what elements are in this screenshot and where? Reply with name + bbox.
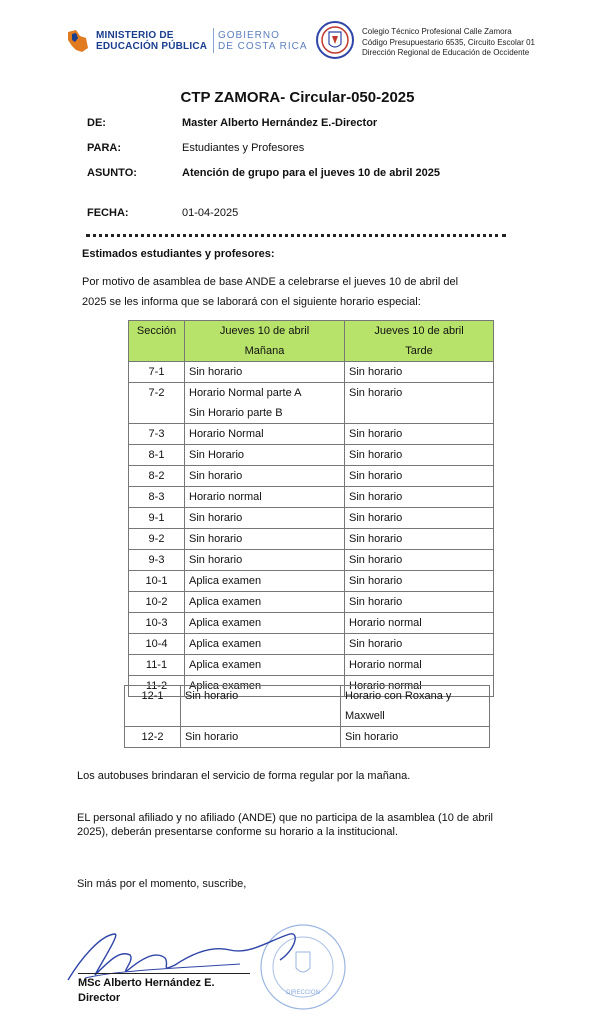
table-row: [129, 613, 494, 634]
morning-cell: Sin horario: [181, 727, 341, 748]
afternoon-cell: Sin horario: [345, 571, 494, 592]
morning-cell: Horario Normal: [185, 424, 345, 445]
afternoon-cell: Sin horario: [345, 550, 494, 571]
to-value: Estudiantes y Profesores: [182, 142, 305, 154]
afternoon-cell: Horario normal: [345, 613, 494, 634]
morning-cell: Sin horario: [185, 550, 345, 571]
afternoon-cell: Horario normal: [345, 676, 494, 697]
bus-notice: Los autobuses brindaran el servicio de forma regular por la mañana.: [77, 770, 411, 782]
morning-cell: Sin Horario: [185, 445, 345, 466]
stamp-text: DIRECCIÓN: [286, 990, 320, 996]
table-row: [129, 655, 494, 676]
afternoon-cell: Sin horario: [345, 592, 494, 613]
ministry-name: MINISTERIO DE EDUCACIÓN PÚBLICA: [96, 30, 208, 52]
table-row: [129, 592, 494, 613]
table-row: [129, 466, 494, 487]
section-cell: 9-1: [129, 508, 185, 529]
closing-line: Sin más por el momento, suscribe,: [77, 878, 247, 890]
subject-value: Atención de grupo para el jueves 10 de abril 2025: [182, 167, 440, 179]
morning-cell: Sin horario: [185, 466, 345, 487]
table-row: [129, 424, 494, 445]
section-cell: 11-1: [129, 655, 185, 676]
government-name: GOBIERNO DE COSTA RICA: [218, 30, 308, 52]
section-cell: 7-2: [129, 383, 185, 424]
morning-cell: Aplica examen: [185, 571, 345, 592]
table-header-row: [129, 321, 494, 362]
afternoon-cell: Sin horario: [345, 445, 494, 466]
afternoon-cell: Sin horario: [345, 634, 494, 655]
section-cell: 12-1: [125, 686, 181, 727]
morning-cell: Horario normal: [185, 487, 345, 508]
afternoon-cell: Sin horario: [345, 424, 494, 445]
section-cell: 7-1: [129, 362, 185, 383]
table-row: [129, 362, 494, 383]
table-row: [129, 550, 494, 571]
afternoon-cell: Sin horario: [345, 466, 494, 487]
from-value: Master Alberto Hernández E.-Director: [182, 117, 378, 129]
section-cell: 8-3: [129, 487, 185, 508]
table-row: [129, 529, 494, 550]
section-cell: 10-4: [129, 634, 185, 655]
afternoon-header: Jueves 10 de abril Tarde: [345, 321, 494, 362]
table-row: [129, 571, 494, 592]
to-label: PARA:: [87, 142, 122, 154]
table-row: [129, 383, 494, 424]
section-cell: 7-3: [129, 424, 185, 445]
table-row: [129, 445, 494, 466]
signer-name: MSc Alberto Hernández E.: [78, 977, 215, 989]
afternoon-cell: Sin horario: [345, 508, 494, 529]
from-label: DE:: [87, 117, 106, 129]
morning-cell: Aplica examen: [185, 634, 345, 655]
subject-label: ASUNTO:: [87, 167, 137, 179]
signature-line: [78, 973, 250, 974]
table-row: [125, 727, 490, 748]
section-header: Sección: [129, 321, 185, 362]
section-cell: 10-1: [129, 571, 185, 592]
circular-title: CTP ZAMORA- Circular-050-2025: [180, 89, 415, 106]
school-info: Colegio Técnico Profesional Calle Zamora Código Presupuestario 6535, Circuito Escolar 01 Dirección Regional de Educación de Occidente: [362, 27, 535, 57]
afternoon-cell: Sin horario: [345, 529, 494, 550]
section-cell: 9-3: [129, 550, 185, 571]
mep-logo: [66, 28, 90, 54]
signer-title: Director: [78, 992, 121, 1004]
afternoon-cell: Sin horario: [345, 362, 494, 383]
section-cell: 10-3: [129, 613, 185, 634]
schedule-table: [128, 320, 494, 697]
afternoon-cell: Sin horario: [341, 727, 490, 748]
table-row: [129, 634, 494, 655]
morning-cell: Sin horario: [185, 508, 345, 529]
table-row: [129, 487, 494, 508]
greeting: Estimados estudiantes y profesores:: [82, 248, 275, 260]
schedule-table-continued: [124, 685, 490, 748]
section-cell: 8-1: [129, 445, 185, 466]
afternoon-cell: Horario con Roxana y Maxwell: [341, 686, 490, 727]
morning-cell: Aplica examen: [185, 676, 345, 697]
afternoon-cell: Sin horario: [345, 383, 494, 424]
dotted-divider: [86, 234, 506, 237]
morning-cell: Aplica examen: [185, 655, 345, 676]
header-divider: [213, 28, 214, 53]
section-cell: 8-2: [129, 466, 185, 487]
morning-header: Jueves 10 de abril Mañana: [185, 321, 345, 362]
section-cell: 11-2: [129, 676, 185, 697]
morning-cell: Sin horario: [185, 362, 345, 383]
afternoon-cell: Horario normal: [345, 655, 494, 676]
date-label: FECHA:: [87, 207, 129, 219]
morning-cell: Sin horario: [181, 686, 341, 727]
afternoon-cell: Sin horario: [345, 487, 494, 508]
table-row: [125, 686, 490, 727]
staff-notice: EL personal afiliado y no afiliado (ANDE) que no participa de la asamblea (10 de abril 2025), deberán presentarse conforme su horario a la institucional.: [77, 812, 494, 838]
morning-cell: Aplica examen: [185, 592, 345, 613]
intro-paragraph: Por motivo de asamblea de base ANDE a celebrarse el jueves 10 de abril del 2025 se les informa que se laborará con el siguiente horario especial:: [82, 276, 459, 308]
section-cell: 10-2: [129, 592, 185, 613]
date-value: 01-04-2025: [182, 207, 239, 219]
section-cell: 12-2: [125, 727, 181, 748]
morning-cell: Horario Normal parte A Sin Horario parte B: [185, 383, 345, 424]
morning-cell: Sin horario: [185, 529, 345, 550]
section-cell: 9-2: [129, 529, 185, 550]
school-crest-icon: [315, 20, 355, 60]
table-row: [129, 508, 494, 529]
morning-cell: Aplica examen: [185, 613, 345, 634]
